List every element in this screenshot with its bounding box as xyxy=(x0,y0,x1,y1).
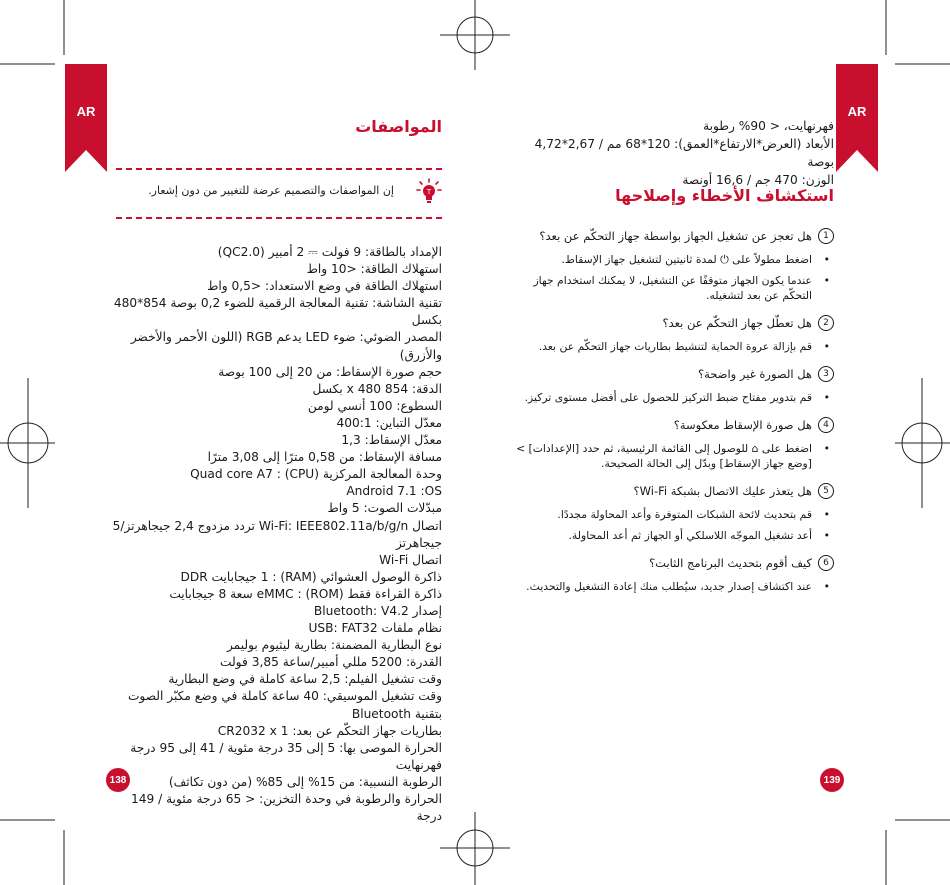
spec-line: Android 7.1 :OS xyxy=(346,484,442,499)
spec-line: اتصال Wi-Fi xyxy=(379,552,442,567)
page-title-troubleshooting: استكشاف الأخطاء وإصلاحها xyxy=(615,186,834,205)
language-badge-label: AR xyxy=(847,104,867,119)
spec-line: القدرة: 5200 مللي أمبير/ساعة 3,85 فولت xyxy=(220,655,442,670)
question-text: هل تعطّل جهاز التحكّم عن بعد؟ xyxy=(662,316,812,330)
question-item xyxy=(508,366,834,382)
question-item xyxy=(508,555,834,571)
question-text: هل الصورة غير واضحة؟ xyxy=(698,367,812,381)
spec-line: ذاكرة الوصول العشوائي (RAM) : 1 جيجابايت DDR xyxy=(180,569,442,584)
question-item xyxy=(508,483,834,499)
spec-line: المصدر الضوئي: ضوء LED يدعم RGB (اللون الأحمر والأخضر والأزرق) xyxy=(130,330,442,362)
question-number: 5 xyxy=(818,483,834,499)
spec-line: مبدّلات الصوت: 5 واط xyxy=(327,501,442,516)
question-number: 1 xyxy=(818,228,834,244)
spec-line: استهلاك الطاقة في وضع الاستعداد: <0,5 واط xyxy=(207,279,442,294)
question-text: كيف أقوم بتحديث البرنامج الثابت؟ xyxy=(649,556,812,570)
answer-bullet: • عندما يكون الجهاز متوقفًا عن التشغيل، لا يمكنك استخدام جهاز التحكّم عن بعد لتشغيله. xyxy=(508,273,834,303)
spec-line: ذاكرة القراءة فقط (ROM) : eMMC سعة 8 جيجابايت xyxy=(169,586,442,601)
question-text: هل تعجز عن تشغيل الجهاز بواسطة جهاز التحكّم عن بعد؟ xyxy=(539,229,812,243)
question-text: هل صورة الإسقاط معكوسة؟ xyxy=(673,418,812,432)
spec-line: فهرنهايت، < 90% رطوبة xyxy=(703,119,834,133)
spec-line: وحدة المعالجة المركزية (CPU) : Quad core A7 xyxy=(190,467,442,482)
question-item xyxy=(508,315,834,331)
spec-line: الرطوبة النسبية: من 15% إلى 85% (من دون تكاثف) xyxy=(168,774,442,789)
spec-line: الإمداد بالطاقة: 9 فولت ⎓ 2 أمبير (QC2.0) xyxy=(217,245,442,259)
ribbon-shape xyxy=(836,0,878,172)
question-item xyxy=(508,228,834,244)
svg-text:T: T xyxy=(426,188,432,196)
spec-line: وقت تشغيل الفيلم: 2,5 ساعة كاملة في وضع البطارية xyxy=(168,672,442,687)
spec-line: تقنية الشاشة: تقنية المعالجة الرقمية للضوء 0,2 بوصة 854*480 بكسل xyxy=(113,296,442,328)
spec-continuation xyxy=(508,117,834,189)
question-number: 3 xyxy=(818,366,834,382)
spec-line: بطاريات جهاز التحكّم عن بعد: CR2032 x 1 xyxy=(217,723,442,738)
spec-line: اتصال Wi-Fi: IEEE802.11a/b/g/n تردد مزدوج 2,4 جيجاهرتز/5 جيجاهرتز xyxy=(112,518,442,550)
question-number: 6 xyxy=(818,555,834,571)
spec-line: الأبعاد (العرض*الارتفاع*العمق): 120*68 مم / 2,67*4,72 بوصة xyxy=(534,137,834,169)
answer-bullet: • عند اكتشاف إصدار جديد، سيُطلب منك إعادة التشغيل والتحديث. xyxy=(508,579,834,594)
troubleshooting-list xyxy=(508,228,834,600)
language-badge-right xyxy=(836,0,878,172)
spec-line: السطوع: 100 أنسي لومن xyxy=(307,398,442,413)
divider-top xyxy=(116,168,442,170)
spec-line: استهلاك الطاقة: <10 واط xyxy=(306,262,442,277)
spec-line: الوزن: 470 جم / 16,6 أونصة xyxy=(682,173,834,187)
language-badge-label: AR xyxy=(76,104,96,119)
spec-line: حجم صورة الإسقاط: من 20 إلى 100 بوصة xyxy=(218,364,442,379)
spec-line: مسافة الإسقاط: من 0,58 مترًا إلى 3,08 مترًا xyxy=(207,450,442,465)
answer-bullet: • اضغط على ⌂ للوصول إلى القائمة الرئيسية، ثم حدد [الإعدادات] > [وضع جهاز الإسقاط] وبدّل إلى الحالة الصحيحة. xyxy=(508,441,834,471)
answer-bullet: • قم بإزالة عروة الحماية لتنشيط بطاريات جهاز التحكّم عن بعد. xyxy=(508,339,834,354)
question-number: 2 xyxy=(818,315,834,331)
spec-line: نظام ملفات USB: FAT32 xyxy=(308,621,442,636)
question-number: 4 xyxy=(818,417,834,433)
language-badge-left xyxy=(65,0,107,172)
question-item xyxy=(508,417,834,433)
spec-line: معدّل التباين: 400:1 xyxy=(336,415,442,430)
note-text: إن المواصفات والتصميم عرضة للتغيير من دون إشعار. xyxy=(148,184,394,197)
ribbon-shape xyxy=(65,0,107,172)
page-number-left: 138 xyxy=(106,768,130,792)
spec-line: معدّل الإسقاط: 1,3 xyxy=(341,433,442,448)
spec-line: إصدار Bluetooth: V4.2 xyxy=(313,603,442,618)
divider-bottom xyxy=(116,217,442,219)
spec-list xyxy=(112,244,442,825)
answer-bullet: • قم بتحديث لائحة الشبكات المتوفرة وأعد المحاولة مجددًا. xyxy=(508,507,834,522)
question-text: هل يتعذر عليك الاتصال بشبكة Wi-Fi؟ xyxy=(633,484,812,498)
answer-bullet: • أعد تشغيل الموجّه اللاسلكي أو الجهاز ثم أعد المحاولة. xyxy=(508,528,834,543)
spec-line: الحرارة الموصى بها: 5 إلى 35 درجة مئوية / 41 إلى 95 درجة فهرنهايت xyxy=(130,740,442,772)
page-title-specs: المواصفات xyxy=(355,117,442,136)
spec-line: الدقة: 854 x 480 بكسل xyxy=(312,381,442,396)
spec-line: نوع البطارية المضمنة: بطارية ليثيوم بوليمر xyxy=(226,638,442,653)
spec-line: وقت تشغيل الموسيقي: 40 ساعة كاملة في وضع مكبّر الصوت بتقنية Bluetooth xyxy=(127,689,442,721)
answer-bullet: • قم بتدوير مفتاح ضبط التركيز للحصول على أفضل مستوى تركيز. xyxy=(508,390,834,405)
page-number-right: 139 xyxy=(820,768,844,792)
lightbulb-icon xyxy=(416,178,442,208)
answer-bullet: • اضغط مطولاً على ⏻ لمدة ثانيتين لتشغيل جهاز الإسقاط. xyxy=(508,252,834,267)
spec-line: الحرارة والرطوبة في وحدة التخزين: < 65 درجة مئوية / 149 درجة xyxy=(131,792,442,824)
